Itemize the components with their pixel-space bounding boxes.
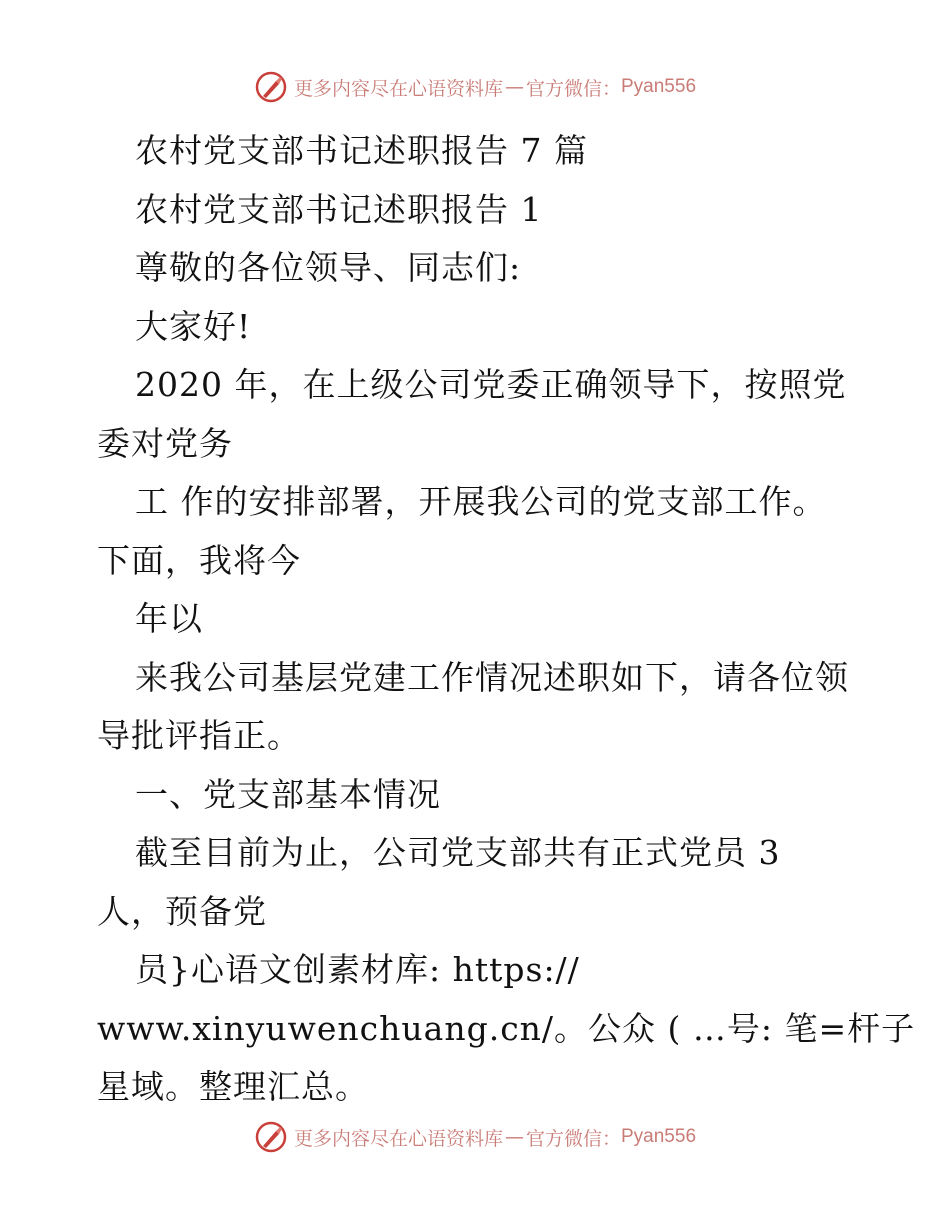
paragraph-line: 来我公司基层党建工作情况述职如下，请各位领: [135, 657, 849, 697]
paragraph-line: www.xinyuwenchuang.cn/。公众 ( …号: 笔=杆子: [97, 1008, 916, 1048]
banner-wechat-id: Pyan556: [621, 1126, 697, 1147]
paragraph-line: 导批评指正。: [97, 716, 301, 755]
greeting: 大家好!: [135, 306, 252, 346]
paragraph-line: 星域。整理汇总。: [97, 1067, 369, 1106]
section-title: 农村党支部书记述职报告 1: [135, 189, 543, 229]
banner-brand: 更多内容尽在心语资料库: [293, 1127, 503, 1150]
banner-wechat-label: 官方微信：: [525, 1127, 621, 1150]
footer-banner: [0, 1120, 950, 1154]
paragraph-line: 人，预备党: [97, 891, 267, 931]
pen-logo-icon: [254, 70, 288, 104]
section-heading: 一、党支部基本情况: [135, 774, 441, 814]
banner-brand: 更多内容尽在心语资料库: [293, 77, 503, 100]
paragraph-line: 截至目前为止，公司党支部共有正式党员 3: [135, 833, 781, 872]
paragraph-line: 年以: [135, 599, 203, 638]
paragraph-line: 委对党务: [97, 423, 233, 463]
paragraph-line: 下面，我将今: [97, 540, 301, 580]
banner-separator: —: [504, 1126, 524, 1148]
paragraph-line: 2020 年，在上级公司党委正确领导下，按照党: [135, 365, 847, 404]
paragraph-line: 工 作的安排部署，开展我公司的党支部工作。: [135, 482, 827, 521]
document-body: [97, 122, 916, 1117]
pen-logo-icon: [254, 1120, 288, 1154]
paragraph-line: 员}心语文创素材库: https://: [135, 950, 580, 989]
banner-wechat-id: Pyan556: [621, 76, 697, 97]
banner-wechat-label: 官方微信：: [525, 77, 621, 100]
header-banner: [0, 70, 950, 104]
document-title: 农村党支部书记述职报告 7 篇: [135, 131, 588, 170]
salutation: 尊敬的各位领导、同志们:: [135, 248, 522, 287]
banner-separator: —: [504, 76, 524, 98]
